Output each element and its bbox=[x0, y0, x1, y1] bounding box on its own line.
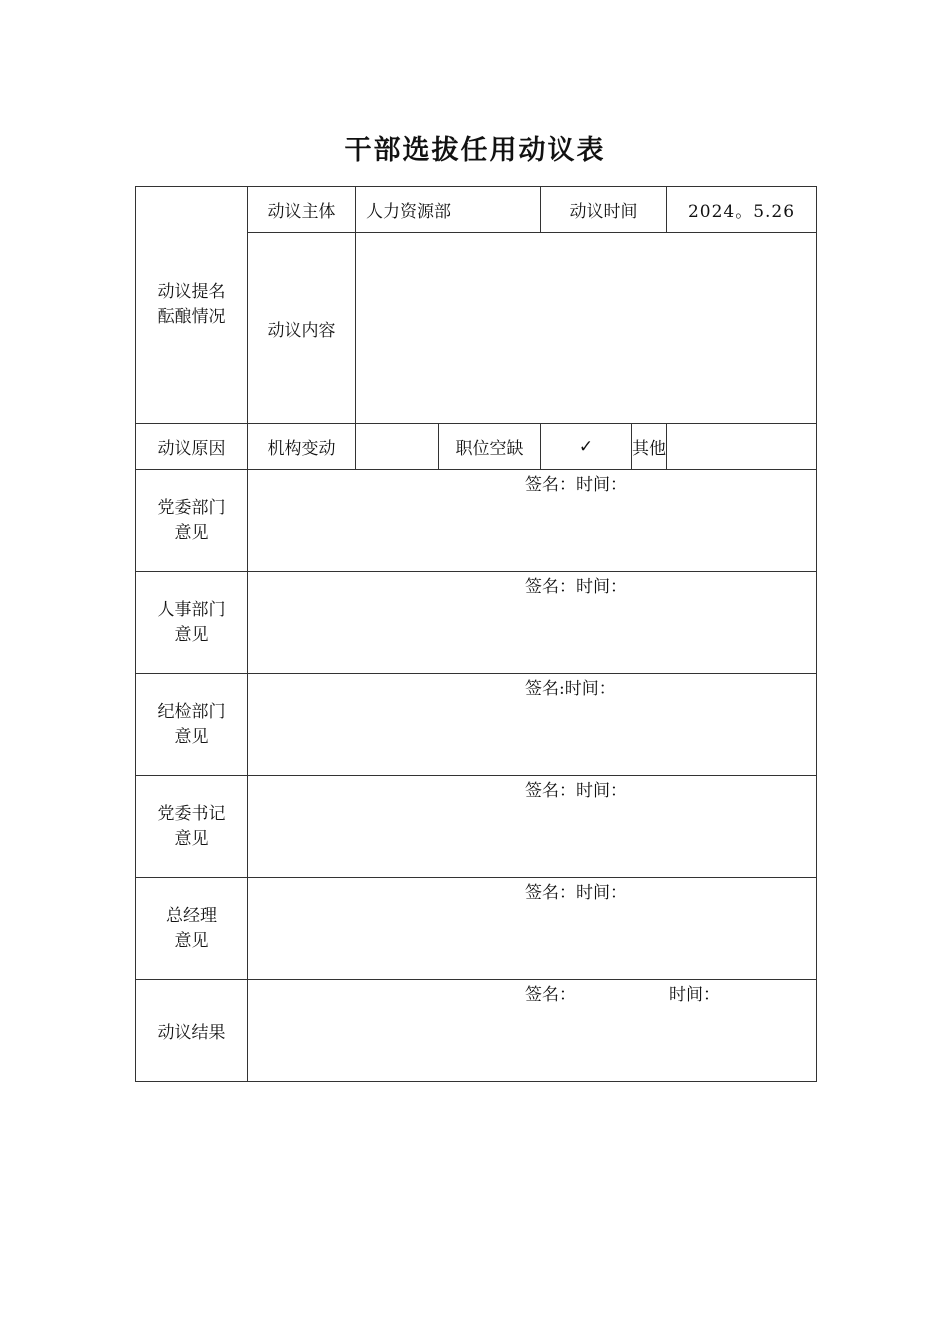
opinion-field[interactable] bbox=[248, 878, 817, 980]
signature-time-line: 签名：时间： bbox=[525, 475, 627, 495]
content-label: 动议内容 bbox=[248, 233, 356, 424]
opinion-field[interactable] bbox=[248, 470, 817, 572]
reason-option-label: 机构变动 bbox=[248, 424, 356, 470]
signature-time-line: 签名：时间： bbox=[525, 883, 627, 903]
signature-time-line: 签名：时间： bbox=[525, 577, 627, 597]
opinion-label bbox=[136, 878, 248, 980]
reason-option-mark-box[interactable] bbox=[356, 424, 439, 470]
reason-row bbox=[136, 424, 817, 470]
reason-option-label: 其他 bbox=[632, 424, 667, 470]
result-field[interactable] bbox=[248, 980, 817, 1082]
opinion-label bbox=[136, 776, 248, 878]
proposal-section-label bbox=[136, 187, 248, 424]
result-label: 动议结果 bbox=[136, 980, 248, 1082]
opinion-field[interactable] bbox=[248, 674, 817, 776]
opinion-label bbox=[136, 572, 248, 674]
signature-time-line: 签名：时间： bbox=[525, 781, 627, 801]
opinion-label-line1: 总经理 bbox=[166, 905, 217, 926]
time-value[interactable]: 2024。5.26 bbox=[667, 187, 817, 233]
opinion-row bbox=[136, 878, 817, 980]
subject-label: 动议主体 bbox=[248, 187, 356, 233]
opinion-label-line1: 纪检部门 bbox=[157, 701, 226, 722]
proposal-section-label-line2: 酝酿情况 bbox=[157, 307, 226, 327]
reason-option-mark-box[interactable] bbox=[667, 424, 817, 470]
opinion-label-line1: 党委部门 bbox=[157, 497, 226, 518]
opinion-row bbox=[136, 572, 817, 674]
reason-option-label: 职位空缺 bbox=[439, 424, 541, 470]
result-time-label: 时间： bbox=[669, 985, 720, 1005]
opinion-label-line2: 意见 bbox=[174, 624, 209, 645]
opinion-label bbox=[136, 470, 248, 572]
subject-row bbox=[136, 187, 817, 233]
opinion-row bbox=[136, 674, 817, 776]
opinion-label bbox=[136, 674, 248, 776]
time-label: 动议时间 bbox=[541, 187, 667, 233]
opinion-label-line2: 意见 bbox=[174, 522, 209, 543]
proposal-section-label-line1: 动议提名 bbox=[157, 282, 226, 302]
result-sign-label: 签名： bbox=[525, 985, 576, 1005]
content-value[interactable] bbox=[356, 233, 817, 424]
opinion-label-line2: 意见 bbox=[174, 726, 209, 747]
opinion-field[interactable] bbox=[248, 776, 817, 878]
opinion-label-line1: 党委书记 bbox=[157, 803, 226, 824]
subject-value[interactable]: 人力资源部 bbox=[356, 187, 541, 233]
reason-option-mark-box[interactable]: ✓ bbox=[541, 424, 632, 470]
opinion-field[interactable] bbox=[248, 572, 817, 674]
opinion-row bbox=[136, 470, 817, 572]
opinion-label-line2: 意见 bbox=[174, 930, 209, 951]
opinion-label-line2: 意见 bbox=[174, 828, 209, 849]
result-row bbox=[136, 980, 817, 1082]
signature-time-line: 签名:时间： bbox=[525, 679, 616, 699]
reason-label: 动议原因 bbox=[136, 424, 248, 470]
proposal-form-table bbox=[135, 186, 817, 1082]
opinion-label-line1: 人事部门 bbox=[157, 599, 226, 620]
opinion-row bbox=[136, 776, 817, 878]
page-title: 干部选拔任用动议表 bbox=[344, 135, 606, 166]
